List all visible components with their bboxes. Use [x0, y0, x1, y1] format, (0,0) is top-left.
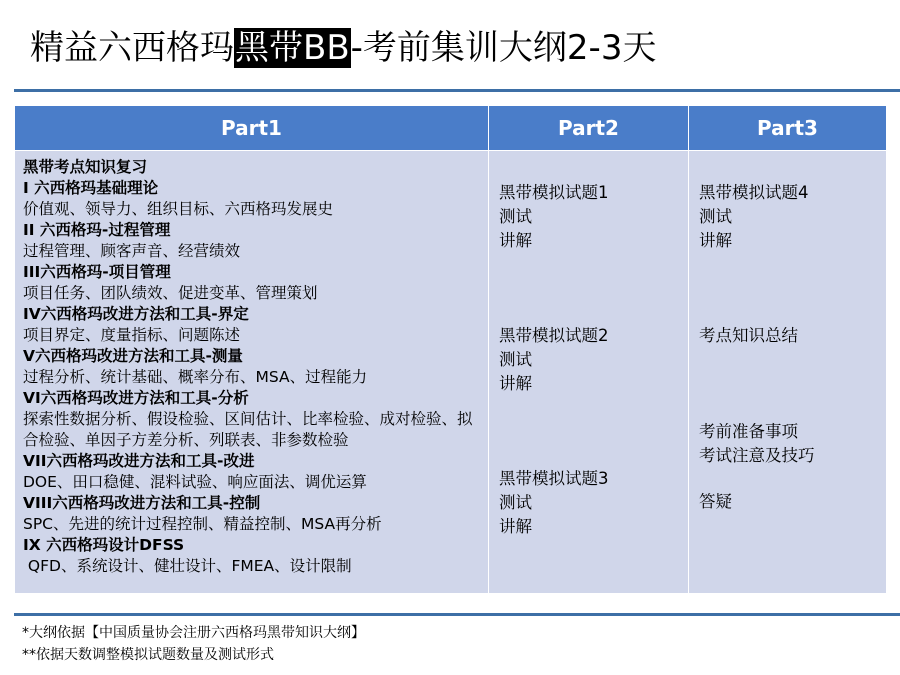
- title-prefix: 精益六西格玛: [30, 28, 234, 68]
- section-title: VIII六西格玛改进方法和工具-控制: [23, 494, 261, 512]
- section-body: 项目界定、度量指标、问题陈述: [23, 326, 241, 344]
- block-line: 测试: [699, 207, 732, 226]
- block-line: 考试注意及技巧: [699, 446, 815, 465]
- part2-block: [499, 181, 609, 253]
- section-title: V六西格玛改进方法和工具-测量: [23, 347, 243, 365]
- training-outline-table: [14, 105, 887, 594]
- part3-block: [699, 181, 809, 253]
- section-body: QFD、系统设计、健壮设计、FMEA、设计限制: [23, 557, 352, 575]
- section-body: 价值观、领导力、组织目标、六西格玛发展史: [23, 200, 334, 218]
- part3-cell: [689, 151, 887, 594]
- section-title: III六西格玛-项目管理: [23, 263, 171, 281]
- block-line: 测试: [499, 207, 532, 226]
- part2-cell: [489, 151, 689, 594]
- part1-cell: [15, 151, 489, 594]
- page-title: [30, 20, 656, 76]
- part2-block: [499, 324, 609, 396]
- section-body: 项目任务、团队绩效、促进变革、管理策划: [23, 284, 318, 302]
- block-line: 答疑: [699, 492, 732, 511]
- footnotes: [22, 622, 365, 666]
- block-line: 测试: [499, 493, 532, 512]
- header-part1: Part1: [15, 106, 489, 151]
- table-header-row: [15, 106, 887, 151]
- header-part3: Part3: [689, 106, 887, 151]
- section-title: Ⅰ 六西格玛基础理论: [23, 179, 159, 197]
- block-line: 考点知识总结: [699, 326, 798, 345]
- block-line: 黑带模拟试题4: [699, 183, 809, 202]
- block-line: 考前准备事项: [699, 422, 798, 441]
- part3-block: [699, 420, 815, 468]
- footnote: **依据天数调整模拟试题数量及测试形式: [22, 647, 274, 663]
- title-suffix: -考前集训大纲2-3天: [350, 28, 657, 68]
- bottom-divider: [14, 613, 900, 616]
- block-line: 黑带模拟试题1: [499, 183, 609, 202]
- footnote: *大纲依据【中国质量协会注册六西格玛黑带知识大纲】: [22, 625, 365, 641]
- section-body: 过程分析、统计基础、概率分布、MSA、过程能力: [23, 368, 368, 386]
- title-highlight: 黑带BB: [235, 28, 350, 68]
- section-body: 探索性数据分析、假设检验、区间估计、比率检验、成对检验、拟合检验、单因子方差分析、列联表、非参数检验: [23, 410, 473, 449]
- section-body: 过程管理、顾客声音、经营绩效: [23, 242, 241, 260]
- block-line: 讲解: [699, 231, 732, 250]
- section-title: IV六西格玛改进方法和工具-界定: [23, 305, 249, 323]
- section-body: SPC、先进的统计过程控制、精益控制、MSA再分析: [23, 515, 382, 533]
- part2-block: [499, 467, 609, 539]
- section-title: IX 六西格玛设计DFSS: [23, 536, 185, 554]
- section-body: DOE、田口稳健、混料试验、响应面法、调优运算: [23, 473, 367, 491]
- part1-heading: 黑带考点知识复习: [23, 158, 148, 176]
- block-line: 测试: [499, 350, 532, 369]
- block-line: 讲解: [499, 231, 532, 250]
- block-line: 黑带模拟试题2: [499, 326, 609, 345]
- part3-block: [699, 490, 732, 514]
- block-line: 讲解: [499, 517, 532, 536]
- header-part2: Part2: [489, 106, 689, 151]
- table-body-row: [15, 151, 887, 594]
- section-title: II 六西格玛-过程管理: [23, 221, 171, 239]
- top-divider: [14, 89, 900, 92]
- block-line: 黑带模拟试题3: [499, 469, 609, 488]
- block-line: 讲解: [499, 374, 532, 393]
- section-title: VI六西格玛改进方法和工具-分析: [23, 389, 249, 407]
- part3-block: [699, 324, 798, 348]
- section-title: VII六西格玛改进方法和工具-改进: [23, 452, 255, 470]
